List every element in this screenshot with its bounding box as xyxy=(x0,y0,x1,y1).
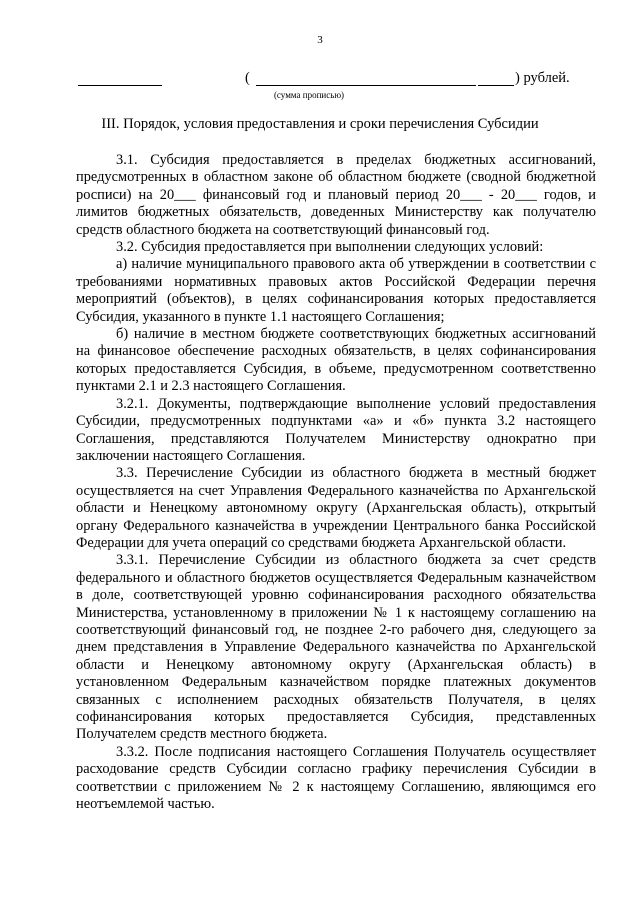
document-body xyxy=(76,152,596,813)
section-heading: III. Порядок, условия предоставления и сроки перечисления Субсидии xyxy=(101,116,539,132)
sum-note: (сумма прописью) xyxy=(273,90,345,100)
paragraph-3-3: 3.3. Перечисление Субсидии из областного бюджета в местный бюджет осуществляется на счет Управления Федерального казначейства по Архангельской области и Ненецкому автономному округу (Архангельская область), открытый органу Федерального казначейства в учреждении Центрального банка Российской Федерации для учета операций со средствами бюджета Архангельской области. xyxy=(76,465,596,551)
paragraph-3-1: 3.1. Субсидия предоставляется в пределах бюджетных ассигнований, предусмотренных в областном законе об областном бюджете (сводной бюджетной росписи) на 20___ финансовый год и плановый период 20___ - 20___ годов, и лимитов бюджетных обязательств, доведенных Министерству как получателю средств областного бюджета на соответствующий финансовый год. xyxy=(76,152,596,238)
blank-words-line xyxy=(256,85,476,86)
subparagraph-a: а) наличие муниципального правового акта об утверждении в соответствии с требованиями нормативных правовых актов Российской Федерации перечня мероприятий (объектов), в целях софинансирования которых предоставляется Субсидия, указанного в пункте 1.1 настоящего Соглашения; xyxy=(76,256,596,325)
sum-close-text: ) рублей. xyxy=(515,70,570,86)
subparagraph-b: б) наличие в местном бюджете соответствующих бюджетных ассигнований на финансовое обеспечение расходных обязательств, в целях софинансирования которых предоставляется Субсидия, в объеме, предусмотренном соответственно пунктами 2.1 и 2.3 настоящего Соглашения. xyxy=(76,326,596,395)
paragraph-3-3-2: 3.3.2. После подписания настоящего Соглашения Получатель осуществляет расходование средств Субсидии согласно графику перечисления Субсидии в соответствии с приложением № 2 к настоящему Соглашению, являющимся его неотъемлемой частью. xyxy=(76,743,596,813)
blank-words-line-end xyxy=(478,85,514,86)
sum-open-paren: ( xyxy=(245,70,250,86)
page-number: 3 xyxy=(317,34,323,46)
paragraph-3-3-1: 3.3.1. Перечисление Субсидии из областного бюджета за счет средств федерального и областного бюджетов осуществляется Федеральным казначейством в доле, соответствующей уровню софинансирования расходного обязательства Министерства, установленному в приложении № 1 к настоящему соглашению на соответствующий финансовый год, не позднее 2-го рабочего дня, следующего за днем представления в Управление Федерального казначейства по Архангельской области и Ненецкому автономному округу (Архангельская область) в установленном Федеральным казначейством порядке платежных документов связанных с исполнением расходных обязательств Получателя, в целях софинансирования которых предоставляется Субсидия, представленных Получателем средств местного бюджета. xyxy=(76,552,596,743)
sum-line xyxy=(78,70,570,88)
paragraph-3-2: 3.2. Субсидия предоставляется при выполнении следующих условий: xyxy=(116,239,544,256)
blank-amount-line xyxy=(78,85,162,86)
paragraph-3-2-1: 3.2.1. Документы, подтверждающие выполнение условий предоставления Субсидии, предусмотренных подпунктами «а» и «б» пункта 3.2 настоящего Соглашения, представляются Получателем Министерству однократно при заключении настоящего Соглашения. xyxy=(76,395,596,464)
